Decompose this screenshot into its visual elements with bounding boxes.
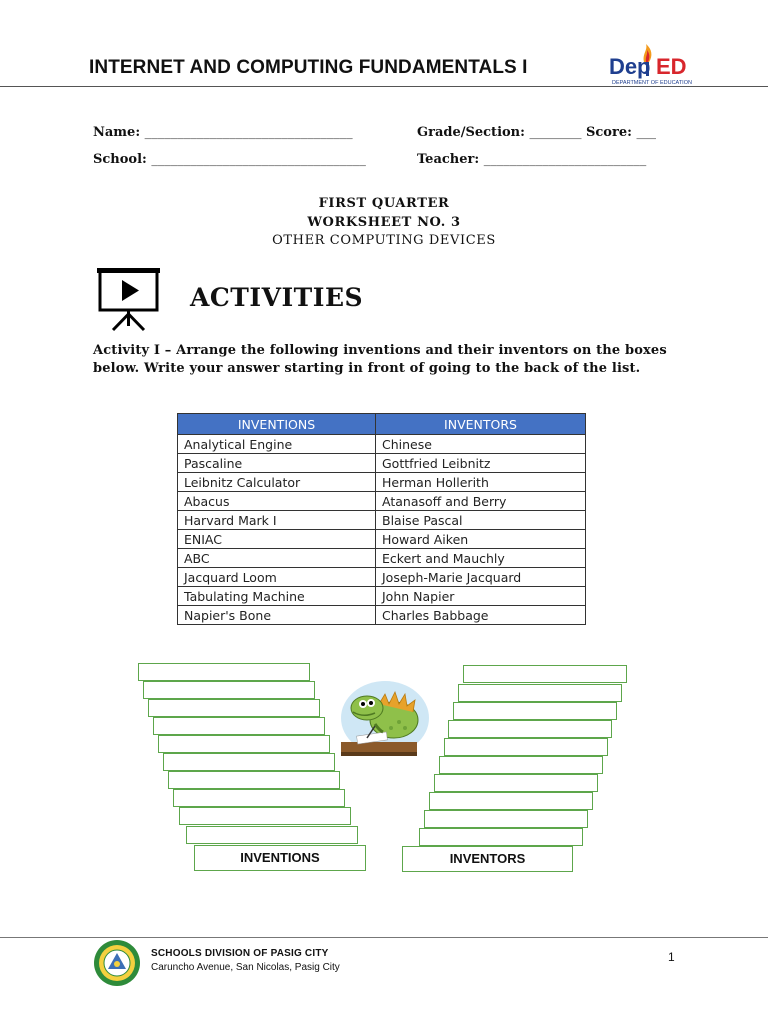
document-title: INTERNET AND COMPUTING FUNDAMENTALS I: [89, 57, 528, 78]
table-row: [178, 568, 586, 587]
column-header-inventions: INVENTIONS: [178, 414, 376, 435]
inventor-answer-box[interactable]: [419, 828, 583, 846]
grade-section-blank: ________: [529, 125, 582, 140]
inventor-cell: Gottfried Leibnitz: [376, 454, 586, 473]
inventors-stair-label: INVENTORS: [402, 846, 573, 872]
svg-text:De: De: [609, 54, 638, 79]
invention-answer-box[interactable]: [186, 826, 358, 844]
invention-cell: Abacus: [178, 492, 376, 511]
svg-text:ED: ED: [656, 54, 687, 79]
grade-section-label: Grade/Section:: [417, 125, 525, 140]
invention-answer-box[interactable]: [148, 699, 320, 717]
invention-cell: ABC: [178, 549, 376, 568]
dinosaur-writing-illustration: [339, 680, 431, 758]
teacher-label: Teacher:: [417, 152, 480, 167]
score-label: Score:: [586, 125, 632, 140]
invention-cell: Pascaline: [178, 454, 376, 473]
invention-cell: Analytical Engine: [178, 435, 376, 454]
worksheet-subtitle: OTHER COMPUTING DEVICES: [272, 233, 496, 248]
grade-section-field[interactable]: [417, 125, 656, 140]
inventor-cell: Howard Aiken: [376, 530, 586, 549]
activity-instructions: Activity I – Arrange the following inventions and their inventors on the boxes below. Write your answer starting in front of going to the back of the list.: [93, 343, 667, 376]
invention-answer-box[interactable]: [163, 753, 335, 771]
column-header-inventors: INVENTORS: [376, 414, 586, 435]
table-row: [178, 511, 586, 530]
inventor-answer-box[interactable]: [463, 665, 627, 683]
table-row: [178, 549, 586, 568]
inventor-cell: Atanasoff and Berry: [376, 492, 586, 511]
table-header-row: [178, 414, 586, 435]
presentation-board-icon: [97, 266, 161, 332]
invention-cell: Napier's Bone: [178, 606, 376, 625]
inventor-cell: Eckert and Mauchly: [376, 549, 586, 568]
school-label: School:: [93, 152, 147, 167]
quarter-title: FIRST QUARTER: [318, 196, 450, 211]
svg-text:DEPARTMENT OF EDUCATION: DEPARTMENT OF EDUCATION: [612, 80, 692, 86]
inventor-cell: Charles Babbage: [376, 606, 586, 625]
activities-heading: ACTIVITIES: [190, 283, 364, 312]
division-seal-icon: [92, 938, 142, 988]
svg-text:p: p: [637, 54, 651, 79]
name-blank: ________________________________: [144, 125, 353, 140]
inventor-cell: Herman Hollerith: [376, 473, 586, 492]
invention-cell: Jacquard Loom: [178, 568, 376, 587]
teacher-field[interactable]: [417, 152, 646, 167]
inventor-answer-box[interactable]: [453, 702, 617, 720]
invention-cell: Tabulating Machine: [178, 587, 376, 606]
school-field[interactable]: [93, 152, 366, 167]
inventor-answer-box[interactable]: [444, 738, 608, 756]
inventor-cell: John Napier: [376, 587, 586, 606]
table-row: [178, 454, 586, 473]
inventor-cell: Chinese: [376, 435, 586, 454]
score-blank: ___: [636, 125, 656, 140]
inventor-cell: Joseph-Marie Jacquard: [376, 568, 586, 587]
invention-answer-box[interactable]: [158, 735, 330, 753]
invention-answer-box[interactable]: [143, 681, 315, 699]
deped-logo: [604, 40, 704, 88]
table-row: [178, 473, 586, 492]
school-blank: _________________________________: [151, 152, 366, 167]
invention-answer-box[interactable]: [138, 663, 310, 681]
name-label: Name:: [93, 125, 141, 140]
footer-address: Caruncho Avenue, San Nicolas, Pasig City: [151, 962, 340, 973]
invention-answer-box[interactable]: [179, 807, 351, 825]
inventor-answer-box[interactable]: [429, 792, 593, 810]
footer-organization: SCHOOLS DIVISION OF PASIG CITY: [151, 948, 329, 959]
name-field[interactable]: [93, 125, 353, 140]
table-row: [178, 492, 586, 511]
table-row: [178, 587, 586, 606]
invention-cell: ENIAC: [178, 530, 376, 549]
inventions-stair-label: INVENTIONS: [194, 845, 366, 871]
invention-answer-box[interactable]: [153, 717, 325, 735]
table-row: [178, 530, 586, 549]
inventor-answer-box[interactable]: [458, 684, 622, 702]
inventor-answer-box[interactable]: [434, 774, 598, 792]
invention-cell: Leibnitz Calculator: [178, 473, 376, 492]
teacher-blank: _________________________: [483, 152, 647, 167]
worksheet-title: WORKSHEET NO. 3: [307, 215, 461, 230]
inventor-answer-box[interactable]: [439, 756, 603, 774]
inventor-cell: Blaise Pascal: [376, 511, 586, 530]
invention-answer-box[interactable]: [173, 789, 345, 807]
inventor-answer-box[interactable]: [424, 810, 588, 828]
invention-answer-box[interactable]: [168, 771, 340, 789]
inventor-answer-box[interactable]: [448, 720, 612, 738]
page-number: 1: [668, 950, 675, 964]
table-row: [178, 606, 586, 625]
inventions-table: [177, 413, 586, 625]
table-row: [178, 435, 586, 454]
invention-cell: Harvard Mark I: [178, 511, 376, 530]
header-divider: [0, 86, 768, 87]
